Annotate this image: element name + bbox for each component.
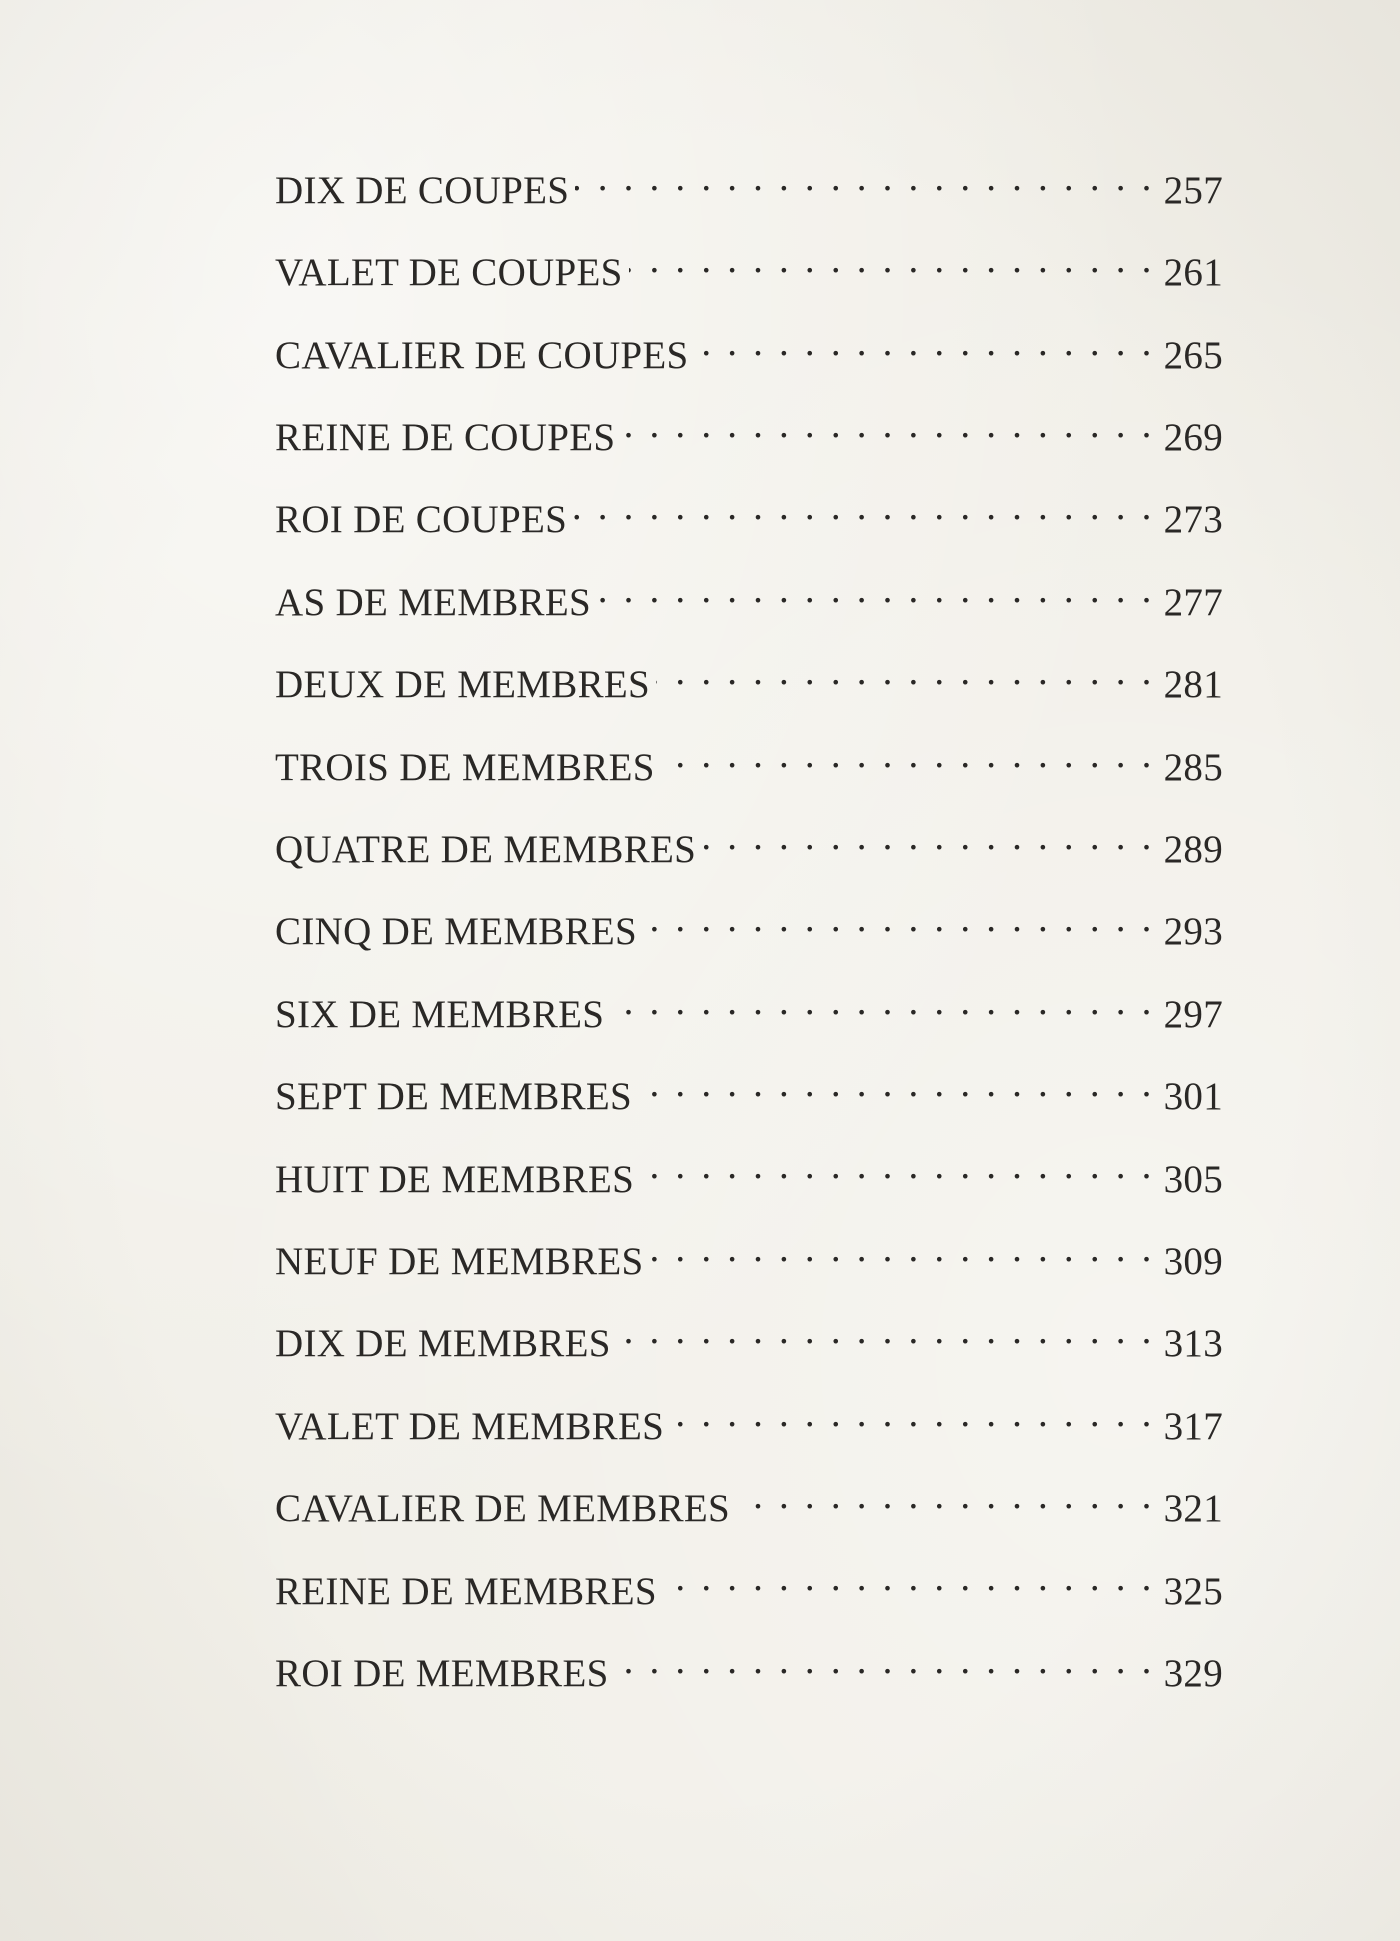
toc-entry <box>275 242 1223 324</box>
toc-entry <box>275 654 1223 736</box>
toc-entry-page-number: 281 <box>1163 663 1223 707</box>
toc-entry-title: DEUX DE MEMBRES <box>275 663 651 707</box>
toc-entry-title: CAVALIER DE COUPES <box>275 333 689 377</box>
toc-entry-title: CAVALIER DE MEMBRES <box>275 1487 730 1531</box>
toc-entry-title: DIX DE MEMBRES <box>275 1322 611 1366</box>
toc-entry-title: SEPT DE MEMBRES <box>275 1075 633 1119</box>
toc-entry-title: NEUF DE MEMBRES <box>275 1239 644 1283</box>
toc-entry <box>275 490 1223 572</box>
toc-entry-title: ROI DE MEMBRES <box>275 1651 609 1695</box>
toc-entry-page-number: 261 <box>1163 251 1223 295</box>
toc-entry-page-number: 329 <box>1163 1651 1223 1695</box>
toc-entry-page-number: 301 <box>1163 1075 1223 1119</box>
toc-entry-title: REINE DE MEMBRES <box>275 1569 657 1613</box>
toc-entry-page-number: 285 <box>1163 745 1223 789</box>
dot-leader <box>695 325 1154 368</box>
dot-leader <box>736 1478 1154 1521</box>
toc-entry <box>275 572 1223 654</box>
dot-leader <box>663 1561 1154 1604</box>
toc-entry-page-number: 325 <box>1163 1569 1223 1613</box>
toc-entry <box>275 737 1223 819</box>
toc-entry-page-number: 313 <box>1163 1322 1223 1366</box>
toc-entry-page-number: 269 <box>1163 416 1223 460</box>
toc-entry-title: QUATRE DE MEMBRES <box>275 828 697 872</box>
toc-entry <box>275 1313 1223 1395</box>
toc-entry-title: CINQ DE MEMBRES <box>275 910 638 954</box>
toc-entry <box>275 984 1223 1066</box>
dot-leader <box>573 490 1153 533</box>
toc-entry-page-number: 265 <box>1163 333 1223 377</box>
toc-entry-title: TROIS DE MEMBRES <box>275 745 655 789</box>
toc-entry <box>275 1561 1223 1643</box>
toc-entry <box>275 160 1223 242</box>
toc-entry <box>275 819 1223 901</box>
dot-leader <box>629 242 1154 285</box>
toc-entry-page-number: 317 <box>1163 1404 1223 1448</box>
table-of-contents <box>275 160 1223 1725</box>
toc-entry-title: ROI DE COUPES <box>275 498 568 542</box>
toc-entry-title: VALET DE COUPES <box>275 251 623 295</box>
dot-leader <box>656 654 1154 697</box>
toc-entry-title: VALET DE MEMBRES <box>275 1404 665 1448</box>
toc-entry-page-number: 277 <box>1163 580 1223 624</box>
toc-entry-page-number: 309 <box>1163 1239 1223 1283</box>
dot-leader <box>621 407 1153 450</box>
toc-entry-page-number: 321 <box>1163 1487 1223 1531</box>
toc-entry-page-number: 293 <box>1163 910 1223 954</box>
dot-leader <box>617 1313 1154 1356</box>
dot-leader <box>643 902 1154 945</box>
toc-entry-page-number: 297 <box>1163 992 1223 1036</box>
toc-entry-page-number: 305 <box>1163 1157 1223 1201</box>
dot-leader <box>661 737 1154 780</box>
dot-leader <box>610 984 1153 1027</box>
dot-leader <box>650 1231 1154 1274</box>
toc-entry-title: HUIT DE MEMBRES <box>275 1157 635 1201</box>
dot-leader <box>597 572 1154 615</box>
toc-entry-title: SIX DE MEMBRES <box>275 992 605 1036</box>
dot-leader <box>670 1396 1154 1439</box>
dot-leader <box>575 160 1153 203</box>
toc-entry <box>275 1066 1223 1148</box>
toc-entry <box>275 1478 1223 1560</box>
toc-entry-title: AS DE MEMBRES <box>275 580 591 624</box>
toc-entry-title: DIX DE COUPES <box>275 168 570 212</box>
toc-entry <box>275 1149 1223 1231</box>
dot-leader <box>702 819 1153 862</box>
toc-entry <box>275 407 1223 489</box>
toc-entry-page-number: 257 <box>1163 168 1223 212</box>
toc-entry-page-number: 289 <box>1163 828 1223 872</box>
toc-entry <box>275 325 1223 407</box>
toc-entry <box>275 1643 1223 1725</box>
toc-entry <box>275 1231 1223 1313</box>
toc-entry-page-number: 273 <box>1163 498 1223 542</box>
dot-leader <box>638 1066 1154 1109</box>
dot-leader <box>640 1149 1153 1192</box>
toc-entry <box>275 1396 1223 1478</box>
dot-leader <box>615 1643 1154 1686</box>
toc-entry-title: REINE DE COUPES <box>275 416 616 460</box>
toc-entry <box>275 902 1223 984</box>
